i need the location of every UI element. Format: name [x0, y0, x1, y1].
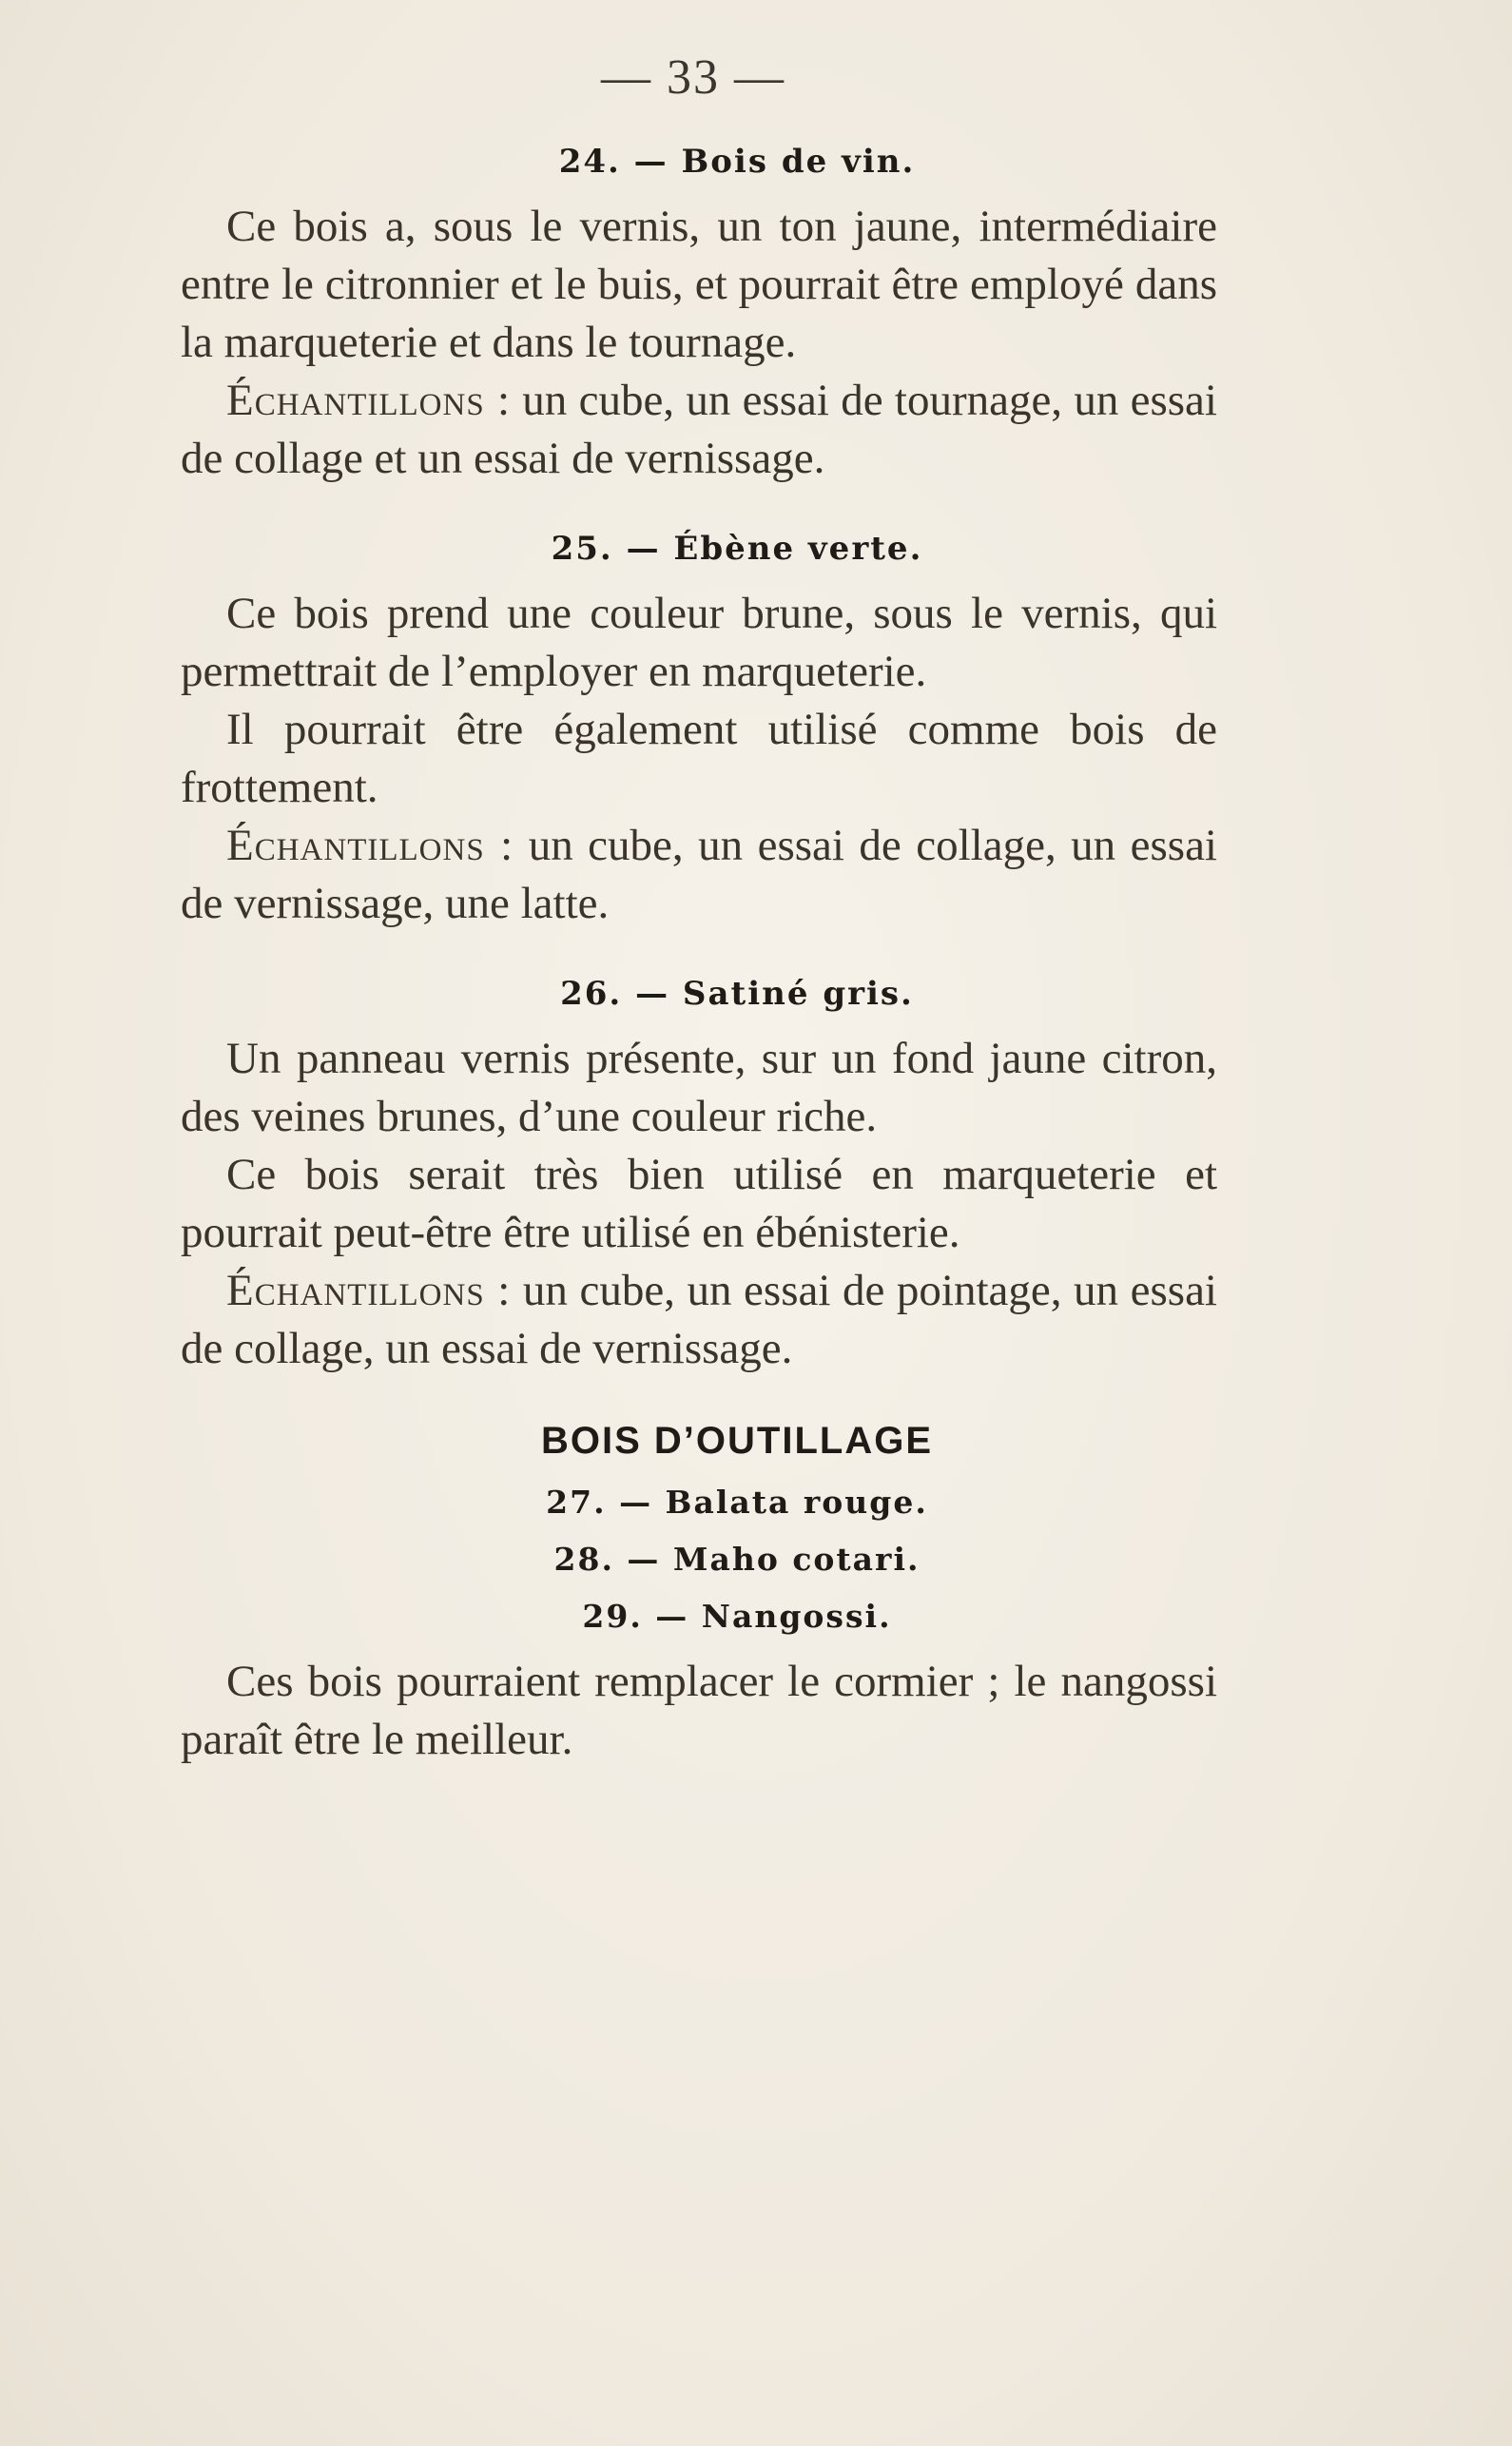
tool-list: [181, 1482, 1217, 1638]
samples-text: un cube, un essai de tournage, un essai de collage et un essai de vernissage.: [181, 376, 1217, 483]
tools-paragraph: Ces bois pourraient remplacer le cormier ; le nangossi paraît être le meilleur.: [181, 1657, 1217, 1764]
entry-title: 24. — Bois de vin.: [558, 143, 916, 181]
samples-label: Échantillons :: [226, 1266, 512, 1315]
entry-paragraph: Un panneau vernis présente, sur un fond jaune citron, des veines brunes, d’une couleur riche.: [181, 1034, 1217, 1141]
samples-paragraph: [181, 817, 1217, 933]
entry-paragraph: Il pourrait être également utilisé comme bois de frottement.: [181, 705, 1217, 812]
entry-paragraph: Ce bois prend une couleur brune, sous le vernis, qui permettrait de l’employer en marqueterie.: [181, 589, 1217, 696]
page-content: [181, 143, 1217, 1811]
entry-paragraph: Ce bois serait très bien utilisé en marqueterie et pourrait peut-être être utilisé en ébénisterie.: [181, 1150, 1217, 1257]
tool-item-28: 28. — Maho cotari.: [553, 1541, 921, 1578]
entry-25: [181, 530, 1217, 933]
tool-item-27: 27. — Balata rouge.: [546, 1484, 928, 1521]
tool-item-29: 29. — Nangossi.: [582, 1598, 892, 1635]
samples-paragraph: [181, 1262, 1217, 1378]
samples-label: Échantillons :: [226, 821, 514, 870]
samples-text: un cube, un essai de pointage, un essai de collage, un essai de vernissage.: [181, 1266, 1217, 1373]
entry-title: 26. — Satiné gris.: [560, 975, 914, 1013]
entry-paragraph: Ce bois a, sous le vernis, un ton jaune, intermédiaire entre le citronnier et le buis, et pourrait être employé dans la marqueterie et dans le tournage.: [181, 202, 1217, 367]
page-number: — 33 —: [601, 50, 785, 105]
tools-section: [181, 1420, 1217, 1769]
samples-text: un cube, un essai de collage, un essai de vernissage, une latte.: [181, 821, 1217, 928]
entry-26: [181, 975, 1217, 1378]
samples-label: Échantillons :: [226, 376, 512, 425]
entry-24: [181, 143, 1217, 488]
entry-title: 25. — Ébène verte.: [551, 530, 923, 568]
samples-paragraph: [181, 372, 1217, 488]
section-heading: BOIS D’OUTILLAGE: [541, 1420, 933, 1462]
